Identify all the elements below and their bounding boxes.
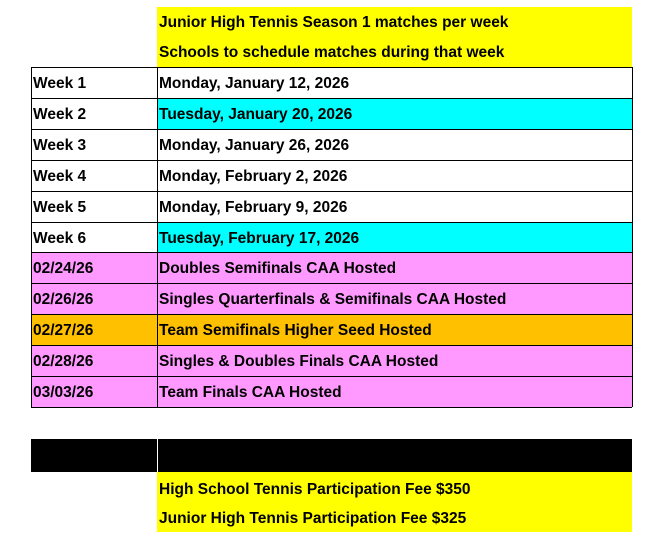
schedule-row-label: 03/03/26 [33,384,94,401]
schedule-row-label: 02/27/26 [33,322,94,340]
schedule-row-label: Week 1 [33,75,87,92]
row-border [31,345,632,346]
row-border [31,98,632,99]
column-divider [157,67,158,407]
black-divider-bar [31,439,632,472]
row-border [31,191,632,192]
junior-high-fee: Junior High Tennis Participation Fee $325 [159,510,467,527]
schedule-row-label: Week 6 [33,229,87,247]
schedule-row-detail: Team Finals CAA Hosted [159,384,342,401]
row-border [31,376,632,377]
schedule-row-detail: Monday, January 12, 2026 [159,75,350,92]
table-right-border [632,67,633,407]
row-border [31,252,632,253]
schedule-row-detail: Doubles Semifinals CAA Hosted [159,260,397,278]
table-left-border [31,67,32,407]
schedule-row-label: Week 4 [33,167,87,185]
row-border [31,67,632,68]
row-border [31,160,632,161]
schedule-row-label: Week 5 [33,198,87,216]
row-border [31,222,632,223]
schedule-row-detail: Singles Quarterfinals & Semifinals CAA Hosted [159,291,507,309]
row-border [31,129,632,130]
schedule-row-detail: Monday, February 2, 2026 [159,167,348,185]
schedule-row-label: 02/28/26 [33,353,94,371]
header-line-2: Schools to schedule matches during that week [159,44,505,61]
schedule-row-detail: Tuesday, February 17, 2026 [159,229,360,247]
header-line-1: Junior High Tennis Season 1 matches per week [159,14,509,31]
schedule-row-label: Week 2 [33,105,87,123]
high-school-fee: High School Tennis Participation Fee $350 [159,481,471,498]
schedule-row-label: 02/26/26 [33,291,94,309]
table-bottom-border [31,407,632,408]
schedule-row-label: 02/24/26 [33,260,94,278]
schedule-row-detail: Monday, February 9, 2026 [159,198,348,216]
row-border [31,283,632,284]
schedule-row-detail: Team Semifinals Higher Seed Hosted [159,322,432,340]
schedule-row-label: Week 3 [33,136,87,154]
black-divider-gap [157,439,158,472]
schedule-row-detail: Tuesday, January 20, 2026 [159,105,353,123]
row-border [31,314,632,315]
schedule-row-detail: Monday, January 26, 2026 [159,136,350,154]
schedule-row-detail: Singles & Doubles Finals CAA Hosted [159,353,439,371]
